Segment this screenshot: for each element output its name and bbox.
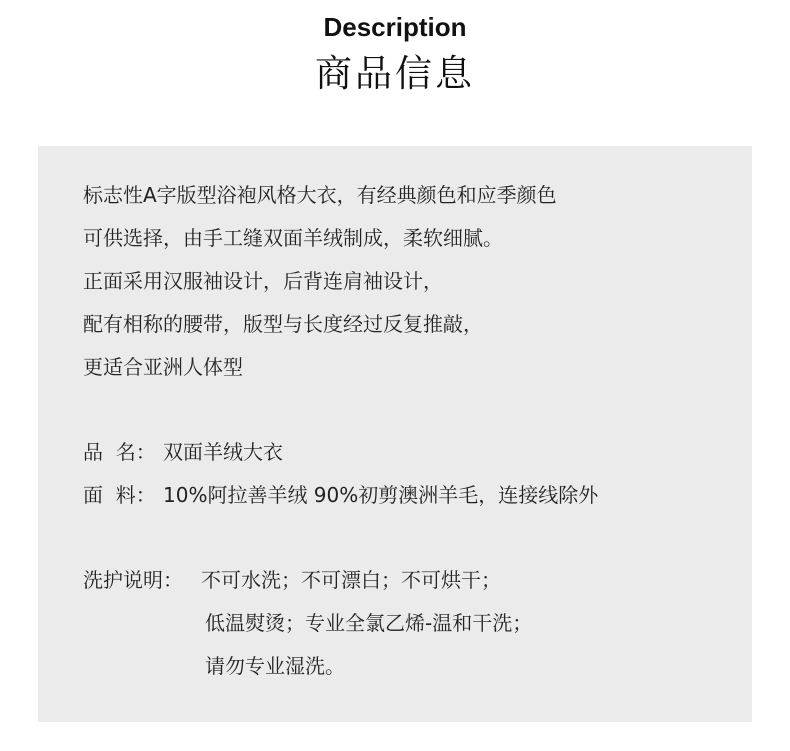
- care-line: 不可水洗；不可漂白；不可烘干；: [201, 568, 501, 592]
- spec-label-fabric: 面 料：: [83, 483, 156, 507]
- intro-paragraph: [83, 174, 723, 389]
- intro-line: 配有相称的腰带，版型与长度经过反复推敲，: [83, 312, 483, 336]
- intro-line: 可供选择，由手工缝双面羊绒制成，柔软细腻。: [83, 226, 503, 250]
- title-english: Description: [323, 12, 467, 42]
- description-header: [0, 0, 790, 140]
- intro-line: 标志性A字版型浴袍风格大衣，有经典颜色和应季颜色: [83, 183, 557, 207]
- description-panel: [38, 146, 752, 722]
- spec-value-name: 双面羊绒大衣: [163, 440, 283, 464]
- care-label: 洗护说明：: [83, 568, 183, 592]
- intro-line: 更适合亚洲人体型: [83, 355, 243, 379]
- care-line: 请勿专业湿洗。: [205, 654, 345, 678]
- spec-label-name: 品 名：: [83, 440, 156, 464]
- care-instructions: [83, 559, 723, 602]
- spec-value-fabric: 10%阿拉善羊绒 90%初剪澳洲羊毛，连接线除外: [163, 483, 599, 507]
- care-line: 低温熨烫；专业全氯乙烯-温和干洗；: [205, 611, 533, 635]
- title-chinese: 商品信息: [315, 52, 475, 95]
- spec-product-name: [83, 432, 723, 472]
- spec-fabric: [83, 475, 723, 515]
- intro-line: 正面采用汉服袖设计，后背连肩袖设计，: [83, 269, 443, 293]
